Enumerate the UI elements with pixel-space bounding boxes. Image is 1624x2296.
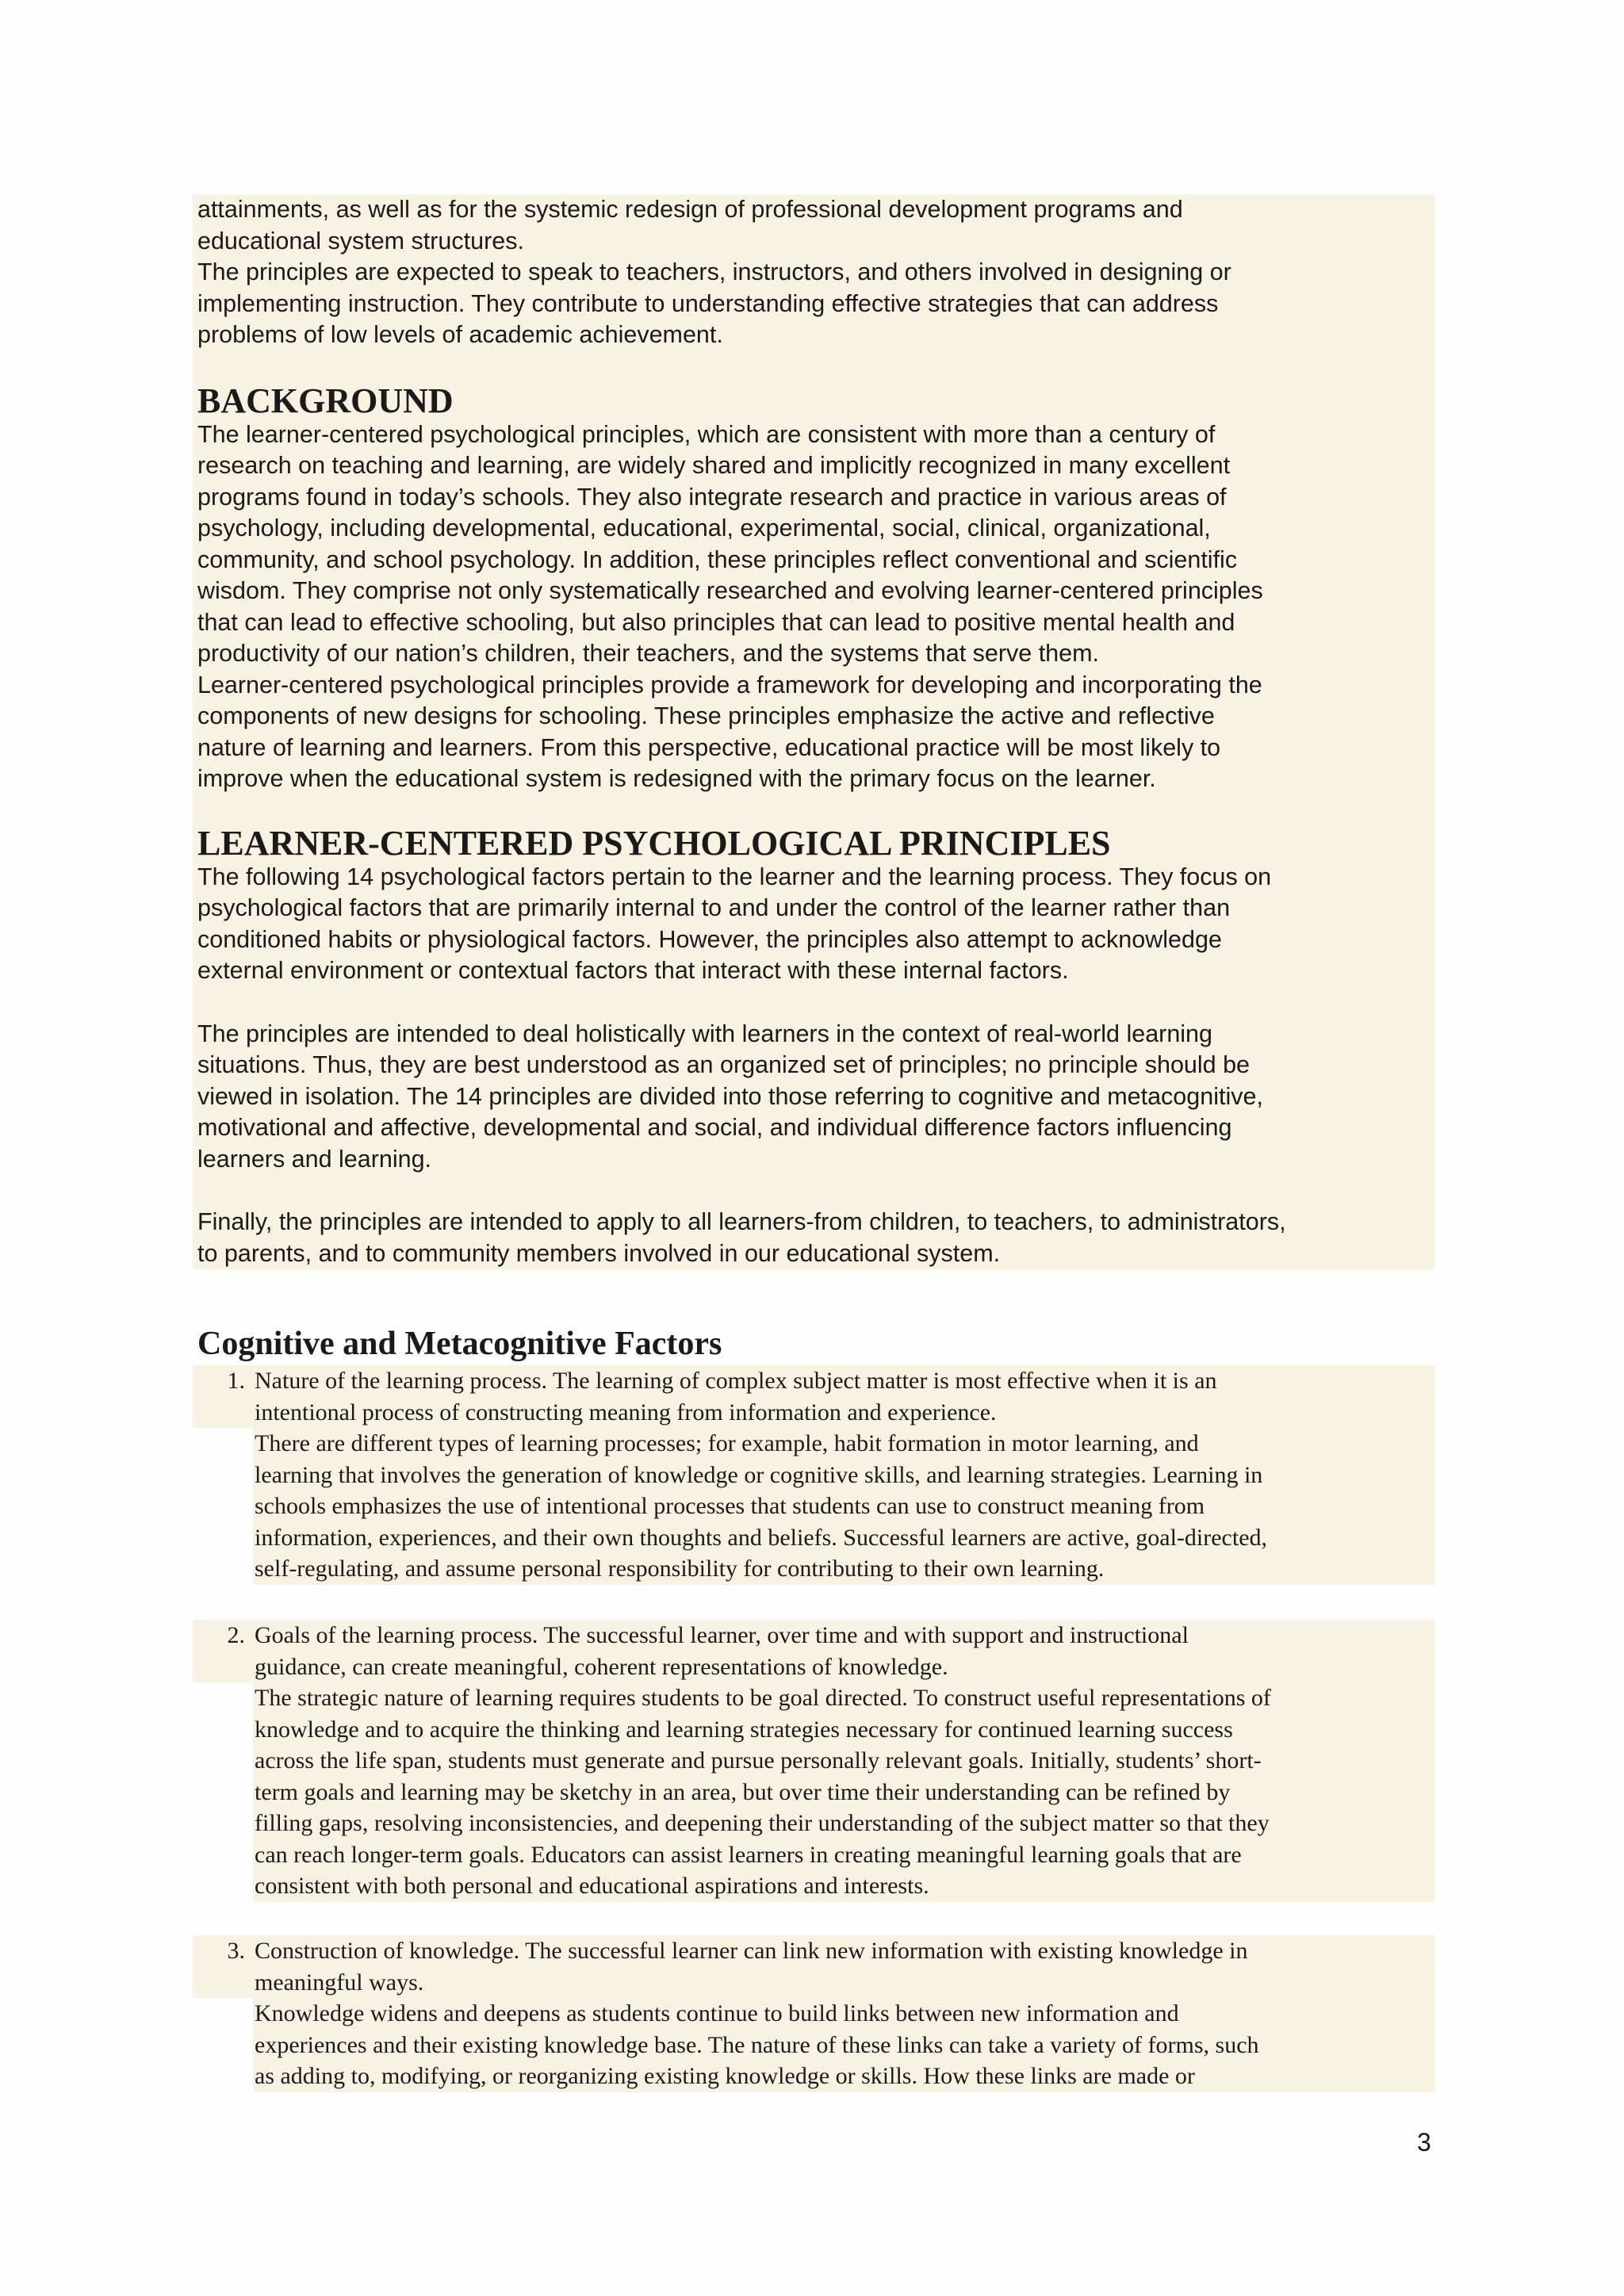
text-line: wisdom. They comprise not only systematically researched and evolving learner-centered principles	[197, 577, 1263, 604]
text-line: as adding to, modifying, or reorganizing existing knowledge or skills. How these links are made or	[255, 2063, 1195, 2089]
text-line: knowledge and to acquire the thinking and learning strategies necessary for continued learning success	[255, 1716, 1233, 1743]
text-line: schools emphasizes the use of intentional processes that students can use to construct meaning from	[255, 1493, 1205, 1519]
text-line: nature of learning and learners. From this perspective, educational practice will be most likely to	[197, 733, 1221, 761]
text-line: that can lead to effective schooling, but also principles that can lead to positive mental health and	[197, 608, 1235, 636]
principle-item-2	[193, 1620, 1435, 1902]
text-line: can reach longer-term goals. Educators can assist learners in creating meaningful learning goals that are	[255, 1841, 1242, 1868]
text-line: viewed in isolation. The 14 principles are divided into those referring to cognitive and metacognitive,	[197, 1082, 1263, 1110]
item-body	[253, 1998, 1435, 2092]
principles-heading: LEARNER-CENTERED PSYCHOLOGICAL PRINCIPLES	[197, 823, 1111, 863]
item-number: 2.	[227, 1622, 245, 1648]
text-line: Nature of the learning process. The learning of complex subject matter is most effective when it is an	[255, 1368, 1217, 1394]
text-line: learners and learning.	[197, 1145, 432, 1173]
text-line: research on teaching and learning, are widely shared and implicitly recognized in many excellent	[197, 452, 1231, 479]
item-number: 3.	[227, 1938, 245, 1964]
text-line: The principles are expected to speak to teachers, instructors, and others involved in designing or	[197, 258, 1231, 285]
item-body	[253, 1682, 1435, 1902]
item-title	[253, 1620, 1435, 1682]
principle-item-1	[193, 1365, 1435, 1585]
text-line: Goals of the learning process. The successful learner, over time and with support and instructional	[255, 1622, 1189, 1648]
cognitive-section	[193, 1326, 722, 1362]
text-line: implementing instruction. They contribute to understanding effective strategies that can address	[197, 289, 1219, 317]
text-line: programs found in today’s schools. They also integrate research and practice in various areas of	[197, 483, 1227, 511]
principle-item-3	[193, 1935, 1435, 2092]
text-line: problems of low levels of academic achievement.	[197, 321, 723, 348]
text-line: motivational and affective, developmental and social, and individual difference factors influencing	[197, 1114, 1232, 1141]
text-line: community, and school psychology. In addition, these principles reflect conventional and scientific	[197, 545, 1238, 573]
background-paragraph	[193, 419, 1435, 795]
principles-paragraph-1	[193, 862, 1435, 987]
text-line: experiences and their existing knowledge base. The nature of these links can take a variety of forms, such	[255, 2031, 1259, 2058]
text-line: consistent with both personal and educational aspirations and interests.	[255, 1873, 929, 1899]
text-line: educational system structures.	[197, 227, 524, 254]
text-line: productivity of our nation’s children, their teachers, and the systems that serve them.	[197, 640, 1099, 667]
text-line: Knowledge widens and deepens as students continue to build links between new information and	[255, 2000, 1179, 2026]
text-line: across the life span, students must generate and pursue personally relevant goals. Initially, students’ short-	[255, 1747, 1262, 1774]
text-line: The principles are intended to deal holistically with learners in the context of real-world learning	[197, 1020, 1212, 1047]
text-line: improve when the educational system is redesigned with the primary focus on the learner.	[197, 765, 1156, 792]
text-line: Construction of knowledge. The successful learner can link new information with existing knowledge in	[255, 1938, 1248, 1964]
text-line: meaningful ways.	[255, 1969, 424, 1996]
item-title	[253, 1935, 1435, 1998]
item-title	[253, 1365, 1435, 1428]
text-line: attainments, as well as for the systemic redesign of professional development programs and	[197, 196, 1183, 223]
text-line: to parents, and to community members involved in our educational system.	[197, 1239, 1001, 1267]
cognitive-heading: Cognitive and Metacognitive Factors	[197, 1326, 722, 1362]
text-line: Learner-centered psychological principles provide a framework for developing and incorporating the	[197, 671, 1262, 698]
text-line: components of new designs for schooling. These principles emphasize the active and reflective	[197, 702, 1215, 729]
text-line: The learner-centered psychological principles, which are consistent with more than a century of	[197, 420, 1216, 448]
text-line: external environment or contextual factors that interact with these internal factors.	[197, 957, 1069, 984]
item-number: 1.	[227, 1368, 245, 1394]
text-line: There are different types of learning processes; for example, habit formation in motor learning, and	[255, 1430, 1199, 1456]
text-line: situations. Thus, they are best understood as an organized set of principles; no principle should be	[197, 1051, 1251, 1078]
intro-paragraph	[193, 194, 1435, 1269]
item-body	[253, 1428, 1435, 1585]
text-line: term goals and learning may be sketchy in an area, but over time their understanding can be refined by	[255, 1778, 1231, 1805]
text-line: intentional process of constructing meaning from information and experience.	[255, 1399, 997, 1425]
text-line: information, experiences, and their own thoughts and beliefs. Successful learners are active, goal-directed,	[255, 1524, 1268, 1551]
principles-paragraph-2	[193, 1019, 1435, 1176]
principles-paragraph-3	[193, 1207, 1435, 1269]
text-line: Finally, the principles are intended to apply to all learners-from children, to teachers, to administrators,	[197, 1208, 1286, 1235]
text-line: guidance, can create meaningful, coherent representations of knowledge.	[255, 1653, 948, 1680]
text-line: The strategic nature of learning requires students to be goal directed. To construct useful representations of	[255, 1685, 1271, 1711]
text-line: learning that involves the generation of knowledge or cognitive skills, and learning strategies. Learning in	[255, 1461, 1263, 1488]
text-line: self-regulating, and assume personal responsibility for contributing to their own learning.	[255, 1556, 1105, 1582]
text-line: filling gaps, resolving inconsistencies, and deepening their understanding of the subject matter so that they	[255, 1810, 1270, 1836]
text-line: psychological factors that are primarily internal to and under the control of the learner rather than	[197, 894, 1231, 921]
text-line: The following 14 psychological factors pertain to the learner and the learning process. They focus on	[197, 863, 1272, 890]
background-heading: BACKGROUND	[197, 381, 454, 420]
text-line: conditioned habits or physiological factors. However, the principles also attempt to acknowledge	[197, 925, 1222, 953]
text-line: psychology, including developmental, educational, experimental, social, clinical, organizational,	[197, 515, 1211, 541]
page-number: 3	[1417, 2128, 1431, 2156]
